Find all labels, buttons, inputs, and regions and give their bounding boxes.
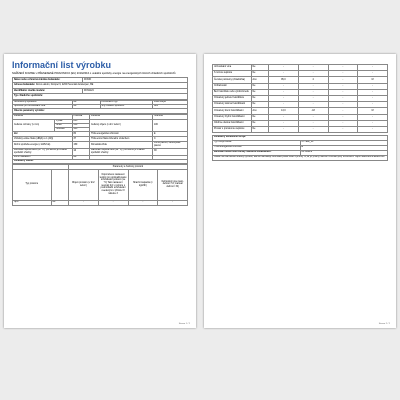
- gp-param: Vzdušný emise hluku (dB(A) re 1 pW)): [13, 137, 73, 142]
- gp-dim-sub-label: Hloubka: [55, 128, 73, 132]
- comp-capacity: -: [328, 108, 358, 114]
- info-row: [213, 155, 388, 160]
- gp-dim-sub-label: Šířka: [55, 123, 73, 127]
- gp-param: Roční spotřeba energie (v kWh/rok): [13, 142, 73, 148]
- comp-available: Ne: [251, 71, 269, 77]
- gp-value2: E: [153, 132, 188, 137]
- comp-temp: -: [298, 95, 328, 101]
- gp-dimensions-label: Celkové rozměry (v mm): [13, 119, 55, 132]
- comp-header-type: Typ prostoru: [13, 169, 52, 200]
- comp-temp: -: [298, 126, 328, 132]
- comp-capacity: -: [128, 200, 158, 205]
- comp-temp: -: [298, 102, 328, 108]
- gp-volume-value: 106: [153, 119, 188, 132]
- comp-type: S mírnou teplotou: [213, 71, 252, 77]
- comp-header-blank: [51, 169, 69, 200]
- supplier-address-value: Domo elektro, Dompel 9, 2200 Herentals Antwerpen, BE: [35, 84, 94, 87]
- comp-row: [213, 126, 388, 132]
- compartments-heading-row: [13, 160, 188, 164]
- comp-capacity: -: [328, 71, 358, 77]
- light-source-table: [212, 135, 388, 161]
- comp-temp: -: [98, 200, 128, 205]
- gp-dim-sub-value: 845: [72, 119, 90, 123]
- comp-temp: -: [298, 83, 328, 89]
- type-row-value2: volně stojící: [153, 100, 188, 104]
- gp-value2: C: [153, 137, 188, 142]
- comp-temp: -: [298, 89, 328, 95]
- comp-header-row: [13, 169, 188, 200]
- comp-available: Ne: [251, 83, 269, 89]
- comp-available: Ne: [251, 114, 269, 120]
- comp-volume: -: [269, 102, 299, 108]
- comp-defrost: -: [358, 102, 388, 108]
- type-row-label: Nízkohlučný spotřebič:: [13, 100, 73, 104]
- gp-dim-sub-value: 550: [72, 123, 90, 127]
- gp-param2: Třída emisí hluku šířeného vzduchem: [90, 137, 153, 142]
- comp-defrost: -: [358, 95, 388, 101]
- comp-type: Označený dvěma hvězdičkami: [213, 102, 252, 108]
- gp-value2: 38: [153, 148, 188, 155]
- warranty-label: Minimální doba trvání záruky nabízené dodavatelem:: [213, 150, 301, 155]
- comp-volume: -: [269, 89, 299, 95]
- compartments-table-continued: [212, 64, 388, 133]
- gp-header-value: Hodnota: [72, 114, 90, 119]
- type-table: [12, 100, 188, 114]
- comp-temp: -: [298, 71, 328, 77]
- light-label: Typ zdroje světla: [213, 140, 301, 145]
- regulation-text: NAŘÍZENÍ KOMISE v PŘENESENÉ PRAVOMOCI (EU) 2019/2016 o uvádění spotřeby energie na energetických štítcích chladicích spotřebičů: [12, 72, 176, 75]
- comp-defrost: M: [358, 77, 388, 83]
- appliance-type-label: Typ chladicího spotřebiče:: [13, 94, 188, 99]
- gp-value: 80: [72, 132, 90, 137]
- supplier-name-value: DOMO: [83, 78, 188, 83]
- comp-type: Označený čtyřmi hvězdičkami: [213, 114, 252, 120]
- gp-header-param2: Parametr: [90, 114, 153, 119]
- comp-capacity: -: [328, 102, 358, 108]
- comp-available: Ano: [251, 108, 269, 114]
- compartments-heading: Parametry oddílu:: [13, 160, 188, 164]
- comp-available: Ano: [251, 77, 269, 83]
- light-value: OTHER_FL: [300, 140, 388, 145]
- comp-volume: 95,0: [269, 77, 299, 83]
- type-row-value: Ne: [72, 104, 100, 108]
- comp-type: Čerstvé potraviny (chladnička): [213, 77, 252, 83]
- comp-group-label: Parametry a hodnoty prostorů: [69, 165, 188, 169]
- light-heading: Parametry světelného zdroje:: [213, 135, 388, 140]
- type-row-value: Ne: [72, 100, 100, 104]
- page-1-content: [12, 72, 188, 206]
- comp-available: Ne: [251, 102, 269, 108]
- comp-temp: -18: [298, 108, 328, 114]
- gp-param2: Klimatická třída: [90, 142, 153, 148]
- gp-row: [13, 148, 188, 155]
- warranty-value: 24 měsíců: [300, 150, 388, 155]
- gp-dim-sub-label: Výška: [55, 119, 73, 123]
- comp-available: Ne: [251, 120, 269, 126]
- comp-capacity: -: [328, 83, 358, 89]
- comp-header-capacity: Mrazící kapacita (v kg/24h): [128, 169, 158, 200]
- page-footer: Strana 1 / 2: [178, 323, 190, 325]
- comp-available: Ne: [51, 200, 69, 205]
- comp-volume: -: [269, 95, 299, 101]
- supplier-address-label: Adresa dodavatele:: [14, 84, 36, 87]
- type-row-value2: Ano: [153, 104, 188, 108]
- comp-temp: 4: [298, 77, 328, 83]
- comp-capacity: -: [328, 65, 358, 71]
- comp-temp: -: [298, 120, 328, 126]
- gp-param: Minimální teplota okolí (ve °C), pro kterou je chladicí spotřebič vhodný: [13, 148, 73, 155]
- comp-header-temp: Doporučené nastavení teploty pro optimalizované uchovávání potravin (ve °C) Tato nastavení nesmějí být v rozporu s podmínkami uchovávání uvedenými v příloze IV tabulce 3: [98, 169, 128, 200]
- comp-type: Spíž: [13, 200, 52, 205]
- appliance-type-row: [13, 94, 188, 99]
- general-params-heading-row: [13, 109, 188, 113]
- comp-row: [13, 200, 188, 205]
- comp-capacity: -: [328, 89, 358, 95]
- comp-available: Ne: [251, 65, 269, 71]
- type-row-label: Spotřebič pro uchovávání vína:: [13, 104, 73, 108]
- comp-defrost: -: [158, 200, 188, 205]
- gp-header-value2: Hodnota: [153, 114, 188, 119]
- light-value: E: [300, 145, 388, 150]
- comp-defrost: -: [358, 83, 388, 89]
- gp-param: EEI: [13, 132, 73, 137]
- comp-available: Ne: [251, 95, 269, 101]
- comp-capacity: -: [328, 95, 358, 101]
- model-label: Identifikátor značka modelu:: [13, 88, 83, 93]
- comp-available: Ne: [251, 89, 269, 95]
- comp-available: Ne: [251, 126, 269, 132]
- comp-volume: -: [269, 126, 299, 132]
- type-row-label2: Jiný chladicí spotřebič:: [100, 104, 153, 108]
- gp-dim-sub-value: 583: [72, 128, 90, 132]
- gp-value: 159: [72, 142, 90, 148]
- comp-type: Označený jednou hvězdičkou: [213, 95, 252, 101]
- comp-type: Oddíl se dvěma hvězdičkami: [213, 120, 252, 126]
- compartments-table: [12, 164, 188, 205]
- gp-value: Ne: [72, 155, 90, 159]
- comp-volume: -: [269, 120, 299, 126]
- comp-defrost: M: [358, 108, 388, 114]
- comp-defrost: -: [358, 89, 388, 95]
- comp-defrost: -: [358, 126, 388, 132]
- page-footer: Strana 2 / 2: [378, 323, 390, 325]
- gp-param2: Maximální teplota okolí (ve °C), pro kterou je chladicí spotřebič vhodný: [90, 148, 153, 155]
- gp-value: 16: [72, 148, 90, 155]
- comp-capacity: -: [328, 114, 358, 120]
- supplier-name-label: Název nebo ochranná známka dodavatele:: [13, 78, 83, 83]
- comp-capacity: -: [328, 126, 358, 132]
- comp-capacity: -: [328, 77, 358, 83]
- comp-volume: -: [269, 65, 299, 71]
- comp-type: Bez hvězdiček nebo výrobník ledu: [213, 89, 252, 95]
- comp-defrost: -: [358, 65, 388, 71]
- comp-capacity: -: [328, 120, 358, 126]
- supplier-table: [12, 77, 188, 100]
- comp-temp: -: [298, 114, 328, 120]
- comp-volume: -: [269, 71, 299, 77]
- comp-type: Ochlazování: [213, 83, 252, 89]
- product-sheet-page-2: [204, 54, 396, 328]
- comp-type: Uchovávání vína: [213, 65, 252, 71]
- comp-header-volume: Objem prostoru (v dm³ nebo l): [69, 169, 99, 200]
- type-row-label2: Konstrukční typ:: [100, 100, 153, 104]
- light-label: Třída energetické účinnosti: [213, 145, 301, 150]
- comp-volume: -: [269, 114, 299, 120]
- gp-value: 37: [72, 137, 90, 142]
- model-value: DO91124: [83, 88, 188, 93]
- comp-temp: -: [298, 65, 328, 71]
- general-params-table: [12, 114, 188, 165]
- comp-header-defrost: Defrosting type (auto-defrost = A, manual defrost = M): [158, 169, 188, 200]
- comp-volume: 13,0: [269, 108, 299, 114]
- gp-header-param: Parametr: [13, 114, 73, 119]
- product-sheet-page-1: [4, 54, 196, 328]
- comp-defrost: -: [358, 114, 388, 120]
- comp-defrost: -: [358, 120, 388, 126]
- gp-dimension-row-height: [13, 119, 188, 123]
- general-params-heading: Obecné parametry výrobku:: [13, 109, 188, 113]
- gp-param2: Třída energetické účinnosti: [90, 132, 153, 137]
- page-2-content: [212, 64, 388, 161]
- gp-value2: mírné pásmo, subtropické pásmo: [153, 142, 188, 148]
- comp-type: Prostor s proměnnou teplotou: [213, 126, 252, 132]
- gp-volume-label: Celkový objem (v dm³ nebo l): [90, 119, 153, 132]
- comp-volume: -: [269, 83, 299, 89]
- comp-volume: -: [69, 200, 99, 205]
- comp-type: Označený třemi hvězdičkami: [213, 108, 252, 114]
- page-title: Informační list výrobku: [12, 60, 112, 70]
- comp-defrost: -: [358, 71, 388, 77]
- info-text: Odkaz na internetové stránky výrobce, kde se nacházejí informace podle bodu 4 přílohy IV, ať již přílohy nařízení Komise (EU) 2019/2019: https://www.domo-elektro.be/: [213, 155, 388, 160]
- gp-param: Zimní nastavení: [13, 155, 73, 159]
